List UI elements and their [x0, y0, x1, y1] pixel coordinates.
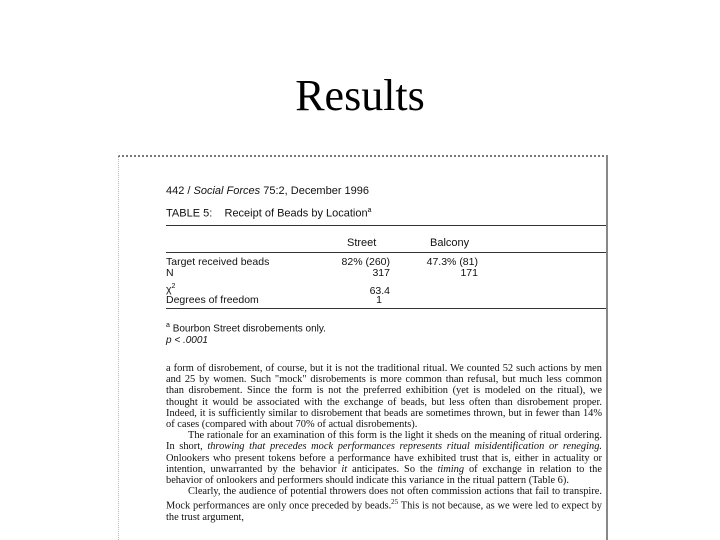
- p-value: p < .0001: [166, 335, 208, 346]
- table-caption: Receipt of Beads by Location: [224, 207, 368, 220]
- para2-part-a: The rationale for an examination of this form is the light it sheds on the meaning of ritual ordering. In short,: [166, 430, 602, 453]
- row-label-n: N: [166, 267, 174, 279]
- scan-top-edge: [118, 155, 608, 157]
- column-header-street: Street: [347, 237, 377, 249]
- cell-n-balcony: 171: [460, 267, 478, 279]
- row-label-target: Target received beads: [166, 256, 270, 268]
- scanned-page: [118, 155, 608, 540]
- cell-n-street: 317: [372, 267, 390, 279]
- chi-symbol: χ: [166, 283, 172, 296]
- footnote-marker: a: [166, 322, 170, 329]
- cell-df-street: 1: [376, 294, 382, 306]
- article-body: [166, 363, 602, 523]
- para2-part-g: of exchange in relation to the behavior of onlookers and performers should indicate this variance in the ritual pattern (Table 6).: [166, 463, 602, 487]
- para2-emphasis: throwing that precedes mock performances represents ritual misidentification or reneging.: [207, 441, 602, 453]
- chi-superscript: 2: [171, 283, 176, 290]
- cell-chi-street: 63.4: [369, 285, 390, 297]
- journal-name: Social Forces: [193, 185, 261, 197]
- scan-right-edge: [606, 155, 608, 540]
- para2-part-c: Onlookers who present tokens before a performance have exhibited trust that is, either in actuality or intention, unwarranted by the behavior: [166, 452, 602, 475]
- row-label-df: Degrees of freedom: [166, 294, 259, 306]
- table-header-rule: [166, 252, 606, 253]
- para3-footnote-ref: 25: [391, 498, 399, 507]
- column-header-balcony: Balcony: [430, 237, 470, 249]
- journal-header: [166, 185, 369, 197]
- table-title: [166, 207, 372, 220]
- table-label: TABLE 5:: [166, 207, 213, 220]
- footnote-text: Bourbon Street disrobements only.: [172, 323, 326, 335]
- para3-text: Clearly, the audience of potential throwers does not often commission actions that fail to transpire. Mock performances are only once preceded by beads.: [166, 486, 602, 512]
- para2-part-e: anticipates. So the: [347, 463, 438, 475]
- paragraph-1: a form of disrobement, of course, but it is not the traditional ritual. We counted 52 such actions by men and 25 by women. Such "mock" disrobements is more common than refusal, but much less common than disrobement. Since the form is not the preferred exhibition (yet is modeled on the ritual), we thought it would be associated with the exchange of beads, but less often than disrobement proper. Indeed, it is sufficiently similar to disrobement that beads are sometimes thrown, but in fewer than 14% of cases (compared with about 70% of actual disrobements).: [166, 363, 602, 431]
- journal-issue: 75:2, December 1996: [263, 185, 370, 197]
- table-bottom-rule: [166, 308, 606, 309]
- paragraph-3: [166, 486, 602, 523]
- para2-it: it: [341, 463, 348, 475]
- journal-page: 442 /: [166, 185, 191, 197]
- table-top-rule: [166, 225, 606, 226]
- cell-target-street: 82% (260): [341, 256, 390, 268]
- scan-left-edge: [118, 155, 119, 540]
- slide-title: Results: [295, 71, 425, 120]
- table-footnote: [166, 322, 326, 334]
- cell-target-balcony: 47.3% (81): [426, 256, 478, 268]
- para3-tail: This is not because, as we were led to expect by the trust argument,: [166, 500, 602, 524]
- table-title-marker: a: [367, 207, 372, 214]
- paragraph-2: [166, 430, 602, 486]
- para2-timing: timing: [437, 463, 465, 475]
